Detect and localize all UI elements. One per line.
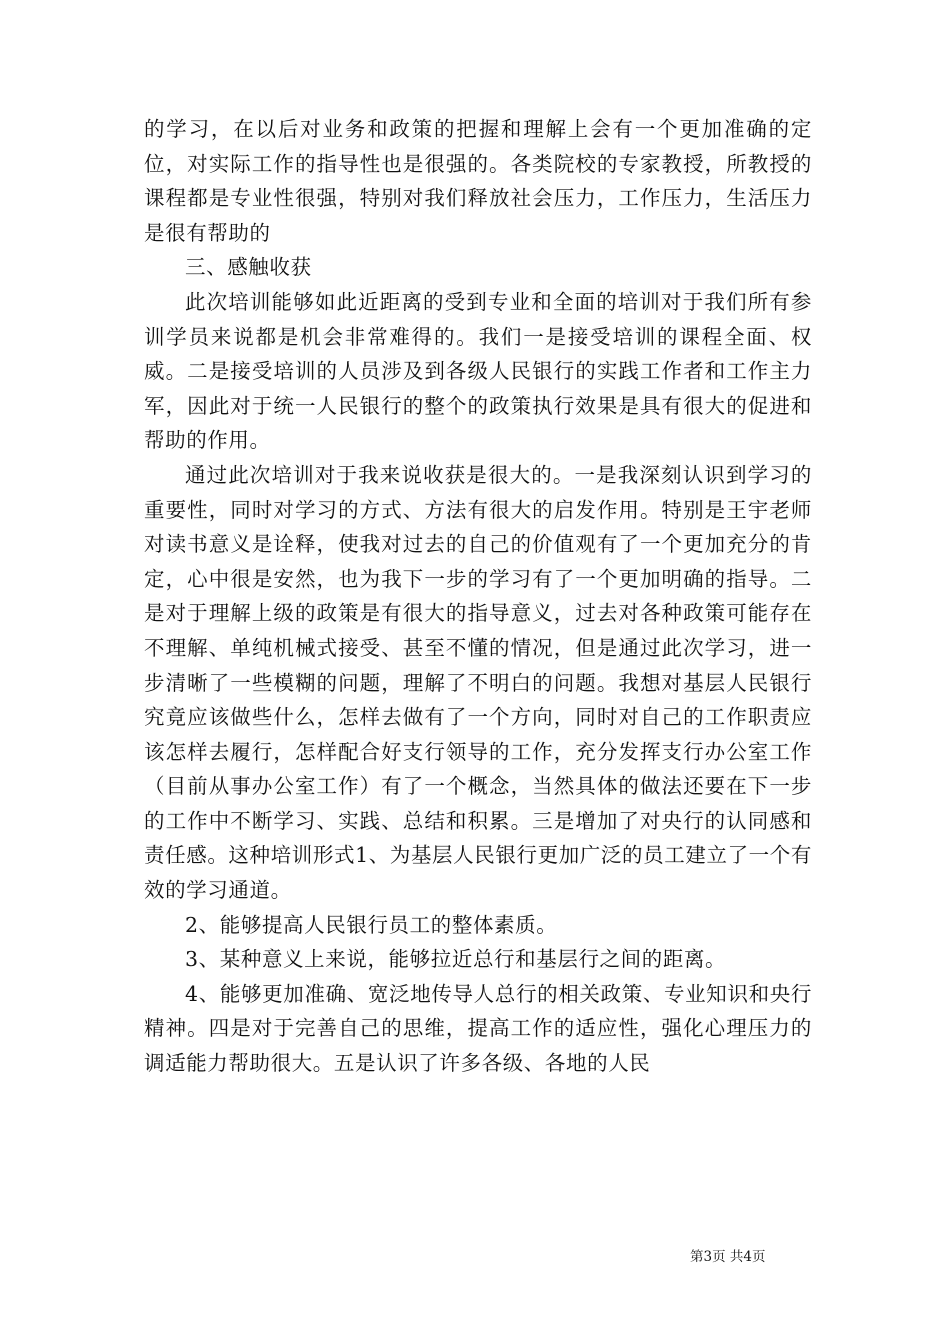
page-number-footer: 第3页 共4页 <box>690 1249 766 1265</box>
paragraph-3: 通过此次培训对于我来说收获是很大的。一是我深刻认识到学习的重要性，同时对学习的方式、方法有很大的启发作用。特别是王宇老师对读书意义是诠释，使我对过去的自己的价值观有了一个更加充分的肯定，心中很是安然，也为我下一步的学习有了一个更加明确的指导。二是对于理解上级的政策是有很大的指导意义，过去对各种政策可能存在不理解、单纯机械式接受、甚至不懂的情况，但是通过此次学习，进一步清晰了一些模糊的问题，理解了不明白的问题。我想对基层人民银行究竟应该做些什么，怎样去做有了一个方向，同时对自己的工作职责应该怎样去履行，怎样配合好支行领导的工作，充分发挥支行办公室工作（目前从事办公室工作）有了一个概念，当然具体的做法还要在下一步的工作中不断学习、实践、总结和积累。三是增加了对央行的认同感和责任感。这种培训形式1、为基层人民银行更加广泛的员工建立了一个有效的学习通道。 <box>144 462 812 903</box>
paragraph-1: 的学习，在以后对业务和政策的把握和理解上会有一个更加准确的定位，对实际工作的指导性也是很强的。各类院校的专家教授，所教授的课程都是专业性很强，特别对我们释放社会压力，工作压力，生活压力是很有帮助的 <box>144 117 812 245</box>
list-item-2: 2、能够提高人民银行员工的整体素质。 <box>185 912 558 937</box>
paragraph-2: 此次培训能够如此近距离的受到专业和全面的培训对于我们所有参训学员来说都是机会非常难得的。我们一是接受培训的课程全面、权威。二是接受培训的人员涉及到各级人民银行的实践工作者和工作主力军，因此对于统一人民银行的整个的政策执行效果是具有很大的促进和帮助的作用。 <box>144 289 812 453</box>
list-item-4: 4、能够更加准确、宽泛地传导人总行的相关政策、专业知识和央行精神。四是对于完善自己的思维，提高工作的适应性，强化心理压力的调适能力帮助很大。五是认识了许多各级、各地的人民 <box>144 981 812 1076</box>
list-item-3: 3、某种意义上来说，能够拉近总行和基层行之间的距离。 <box>185 947 727 972</box>
body-text <box>144 112 812 1081</box>
section-heading-3: 三、感触收获 <box>185 255 312 280</box>
